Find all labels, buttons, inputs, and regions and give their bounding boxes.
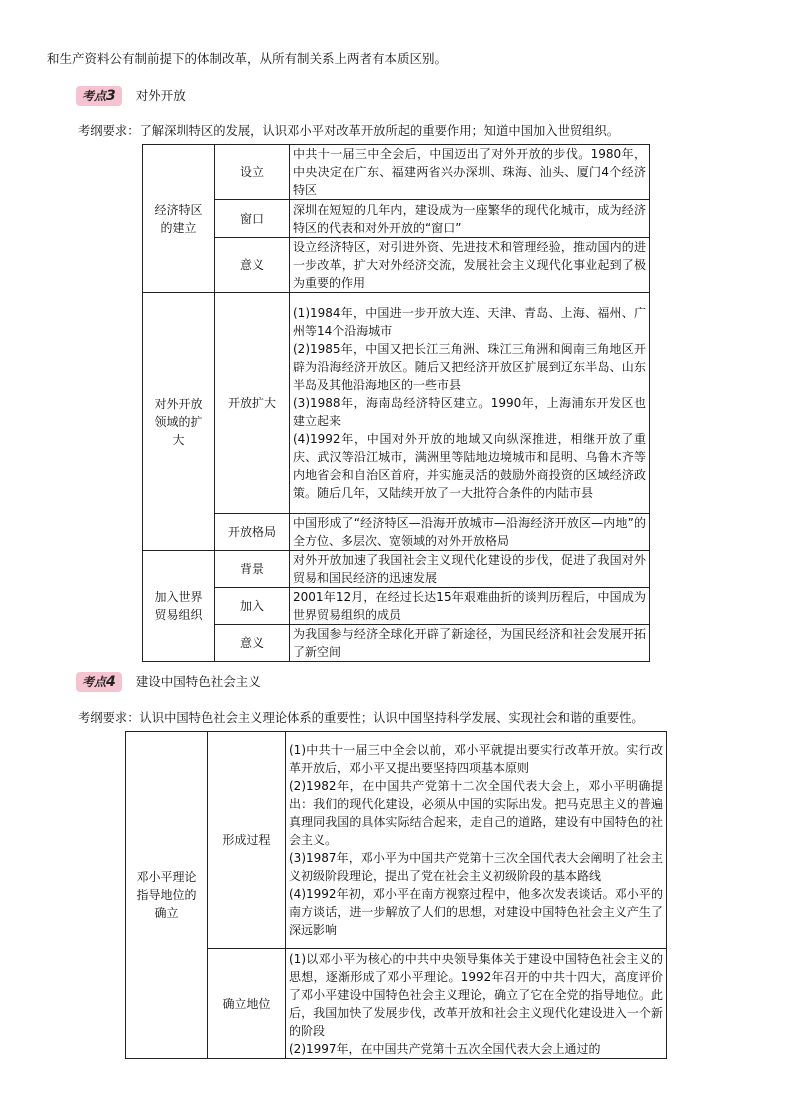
setup-text: 中共十一届三中全会后，中国迈出了对外开放的步伐。1980年，中央决定在广东、福建两省兴办深圳、珠海、汕头、厦门4个经济特区 (293, 147, 646, 197)
section4-title: 建设中国特色社会主义 (135, 674, 261, 689)
row-label-formation: 形成过程 (208, 732, 286, 949)
table-row (143, 625, 650, 662)
table-row (143, 551, 650, 588)
list-item: (4)1992年，中国对外开放的地域又向纵深推进，相继开放了重庆、武汉等沿江城市，满洲里等陆地边境城市和昆明、乌鲁木齐等内地省会和自治区首府，并实施灵活的鼓励外商投资的区域经济政策。随后几年，又陆续开放了一大批符合条件的内陆市县 (293, 432, 646, 500)
list-item: (1)中共十一届三中全会以前，邓小平就提出要实行改革开放。实行改革开放后，邓小平又提出要坚持四项基本原则 (289, 743, 663, 775)
section3-header (76, 85, 186, 107)
table-row (126, 949, 667, 1059)
row-label-setup: 设立 (215, 145, 290, 200)
list-item: (2)1985年，中国又把长江三角洲、珠江三角洲和闽南三角地区开辟为沿海经济开放区。随后又把经济开放区扩展到辽东半岛、山东半岛及其他沿海地区的一些市县 (293, 342, 646, 392)
intro-paragraph: 和生产资料公有制前提下的体制改革，从所有制关系上两者有本质区别。 (47, 51, 448, 66)
group-cell-deng-theory: 邓小平理论指导地位的确立 (126, 732, 208, 1059)
row-label-join: 加入 (215, 588, 290, 625)
table-row (143, 588, 650, 625)
table-row (143, 293, 650, 514)
section4-header (76, 671, 261, 693)
row-content-background: 对外开放加速了我国社会主义现代化建设的步伐，促进了我国对外贸易和国民经济的迅速发展 (290, 551, 650, 588)
section4-badge (76, 672, 122, 692)
section3-badge (76, 86, 122, 106)
section4-badge-number: 4 (106, 674, 116, 690)
group-cell-opening-expansion: 对外开放领域的扩大 (143, 293, 215, 551)
row-label-wto-significance: 意义 (215, 625, 290, 662)
row-label-expansion: 开放扩大 (215, 293, 290, 514)
list-item: (1)1984年，中国进一步开放大连、天津、青岛、上海、福州、广州等14个沿海城市 (293, 306, 646, 338)
table-row (143, 145, 650, 200)
list-item: (2)1997年，在中国共产党第十五次全国代表大会上通过的 (289, 1041, 601, 1056)
row-label-background: 背景 (215, 551, 290, 588)
row-content-expansion (290, 293, 650, 514)
row-label-window: 窗口 (215, 200, 290, 238)
row-label-establish: 确立地位 (208, 949, 286, 1059)
row-label-pattern: 开放格局 (215, 514, 290, 551)
row-content-formation (286, 732, 667, 949)
section3-table (142, 144, 650, 662)
row-content-establish (286, 949, 667, 1059)
group-cell-special-zones: 经济特区的建立 (143, 145, 215, 293)
section4-requirement: 考纲要求：认识中国特色社会主义理论体系的重要性；认识中国坚持科学发展、实现社会和谐的重要性。 (78, 711, 644, 725)
list-item: (3)1988年，海南岛经济特区建立。1990年，上海浦东开发区也建立起来 (293, 396, 646, 428)
section3-badge-number: 3 (106, 88, 116, 104)
section4-table (125, 731, 667, 1059)
row-content-join: 2001年12月，在经过长达15年艰难曲折的谈判历程后，中国成为世界贸易组织的成员 (290, 588, 650, 625)
group-cell-wto: 加入世界贸易组织 (143, 551, 215, 662)
row-content-pattern: 中国形成了“经济特区—沿海开放城市—沿海经济开放区—内地”的全方位、多层次、宽领域的对外开放格局 (290, 514, 650, 551)
table-row (143, 238, 650, 293)
table-row (143, 200, 650, 238)
row-label-zone-significance: 意义 (215, 238, 290, 293)
section3-requirement: 考纲要求：了解深圳特区的发展，认识邓小平对改革开放所起的重要作用；知道中国加入世贸组织。 (78, 124, 620, 138)
section3-title: 对外开放 (135, 88, 186, 103)
row-content-window: 深圳在短短的几年内，建设成为一座繁华的现代化城市，成为经济特区的代表和对外开放的“窗口” (290, 200, 650, 238)
table-row (143, 514, 650, 551)
section3-badge-word: 考点 (82, 89, 107, 103)
row-content-wto-significance: 为我国参与经济全球化开辟了新途径，为国民经济和社会发展开拓了新空间 (290, 625, 650, 662)
row-content-setup (290, 145, 650, 200)
row-content-zone-significance: 设立经济特区，对引进外资、先进技术和管理经验，推动国内的进一步改革，扩大对外经济交流，发展社会主义现代化事业起到了极为重要的作用 (290, 238, 650, 293)
list-item: (2)1982年，在中国共产党第十二次全国代表大会上，邓小平明确提出：我们的现代化建设，必须从中国的实际出发。把马克思主义的普遍真理同我国的具体实际结合起来，走自己的道路，建设有中国特色的社会主义。 (289, 779, 663, 847)
list-item: (3)1987年，邓小平为中国共产党第十三次全国代表大会阐明了社会主义初级阶段理论，提出了党在社会主义初级阶段的基本路线 (289, 851, 663, 883)
list-item: (1)以邓小平为核心的中共中央领导集体关于建设中国特色社会主义的思想，逐渐形成了邓小平理论。1992年召开的中共十四大，高度评价了邓小平建设中国特色社会主义理论，确立了它在全党的指导地位。此后，我国加快了发展步伐，改革开放和社会主义现代化建设进入一个新的阶段 (289, 951, 663, 1038)
table-row (126, 732, 667, 949)
section4-badge-word: 考点 (82, 675, 107, 689)
list-item: (4)1992年初，邓小平在南方视察过程中，他多次发表谈话。邓小平的南方谈话，进一步解放了人们的思想，对建设中国特色社会主义产生了深远影响 (289, 887, 663, 937)
